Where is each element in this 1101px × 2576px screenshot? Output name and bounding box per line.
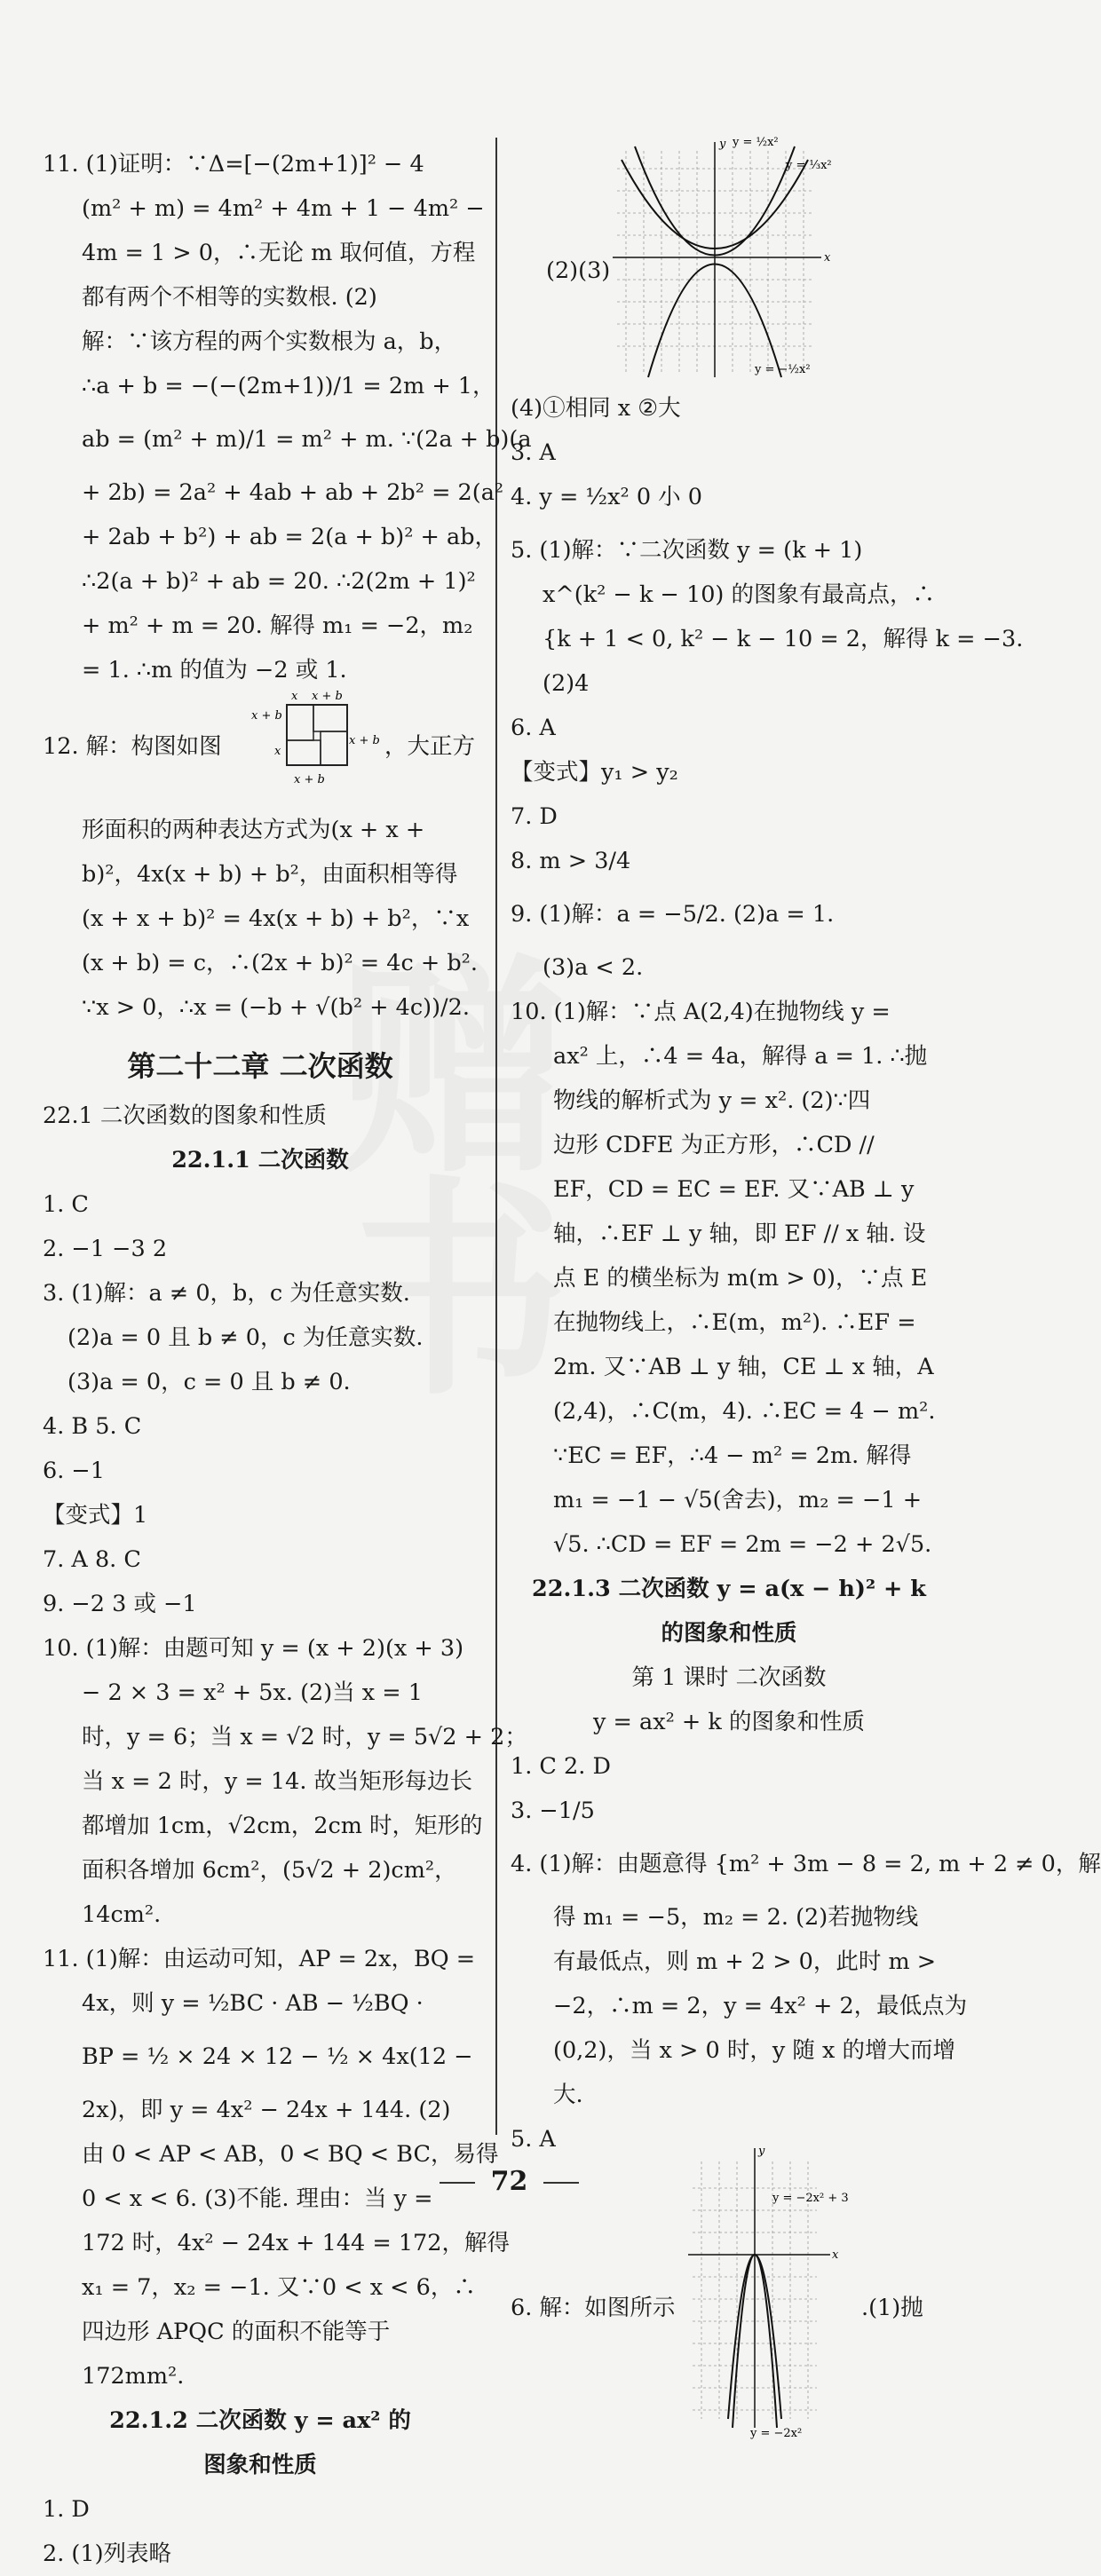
section-heading: 22.1 二次函数的图象和性质: [43, 1102, 327, 1129]
fig-label-top: x + b: [312, 690, 343, 703]
text-line: 四边形 APQC 的面积不能等于: [82, 2319, 391, 2345]
text-line: 1. C 2. D: [511, 1753, 611, 1780]
text-line: ，大正方: [384, 733, 476, 760]
text-line: 大.: [553, 2082, 583, 2108]
text-line: 4m = 1 > 0，∴无论 m 取何值，方程: [82, 240, 476, 266]
fig-label-x: x: [291, 690, 298, 703]
text-line: 11. (1)解：由运动可知，AP = 2x，BQ =: [43, 1946, 476, 1972]
q12-figure-row: [43, 692, 478, 808]
text-line: − 2 × 3 = x² + 5x. (2)当 x = 1: [82, 1679, 423, 1706]
text-line: 2. −1 −3 2: [43, 1236, 168, 1262]
text-line: 2m. 又∵AB ⊥ y 轴，CE ⊥ x 轴，A: [553, 1354, 934, 1380]
text-line: 当 x = 2 时，y = 14. 故当矩形每边长: [82, 1768, 473, 1795]
text-line: (0,2)，当 x > 0 时，y 随 x 的增大而增: [553, 2037, 955, 2064]
text-line: 6. −1: [43, 1458, 106, 1484]
right-column: [511, 136, 1101, 2440]
text-line: 10. (1)解：由题可知 y = (x + 2)(x + 3): [43, 1635, 464, 1662]
text-line: 由 0 < AP < AB，0 < BQ < BC，易得: [82, 2141, 499, 2168]
text-line: 4. y = ½x² 0 小 0: [511, 484, 703, 510]
text-line: 2x)，即 y = 4x² − 24x + 144. (2): [82, 2097, 451, 2123]
text-line: 1. C: [43, 1191, 89, 1218]
y-axis-label: y: [758, 2145, 765, 2158]
text-line: m₁ = −1 − √5(舍去)，m₂ = −1 +: [553, 1487, 923, 1513]
text-line: 得 m₁ = −5，m₂ = 2. (2)若抛物线: [553, 1904, 919, 1931]
text-line: 4. (1)解：由题意得 {m² + 3m − 8 = 2, m + 2 ≠ 0，解: [511, 1851, 1101, 1877]
text-line: 5. (1)解：∵二次函数 y = (k + 1): [511, 537, 863, 564]
text-line: ∴2(a + b)² + ab = 20. ∴2(2m + 1)²: [82, 568, 476, 595]
text-line: + 2b) = 2a² + 4ab + ab + 2b² = 2(a²: [82, 479, 504, 506]
text-line: 时，y = 6；当 x = √2 时，y = 5√2 + 2；: [82, 1724, 527, 1750]
section-heading: 图象和性质: [203, 2452, 317, 2478]
text-line: 7. A 8. C: [43, 1546, 141, 1573]
text-line: 172 时，4x² − 24x + 144 = 172，解得: [82, 2230, 511, 2256]
text-line: 都增加 1cm，√2cm，2cm 时，矩形的: [82, 1813, 483, 1839]
text-line: + m² + m = 20. 解得 m₁ = −2，m₂: [82, 612, 473, 639]
y-axis-label: y: [719, 138, 726, 151]
page-number: 72: [0, 2166, 1018, 2197]
text-line: 3. −1/5: [511, 1798, 595, 1824]
text-line: ab = (m² + m)/1 = m² + m. ∵(2a + b)(a: [82, 426, 532, 453]
label-curve-plus3: y = −2x² + 3: [772, 2192, 849, 2205]
text-line: 0 < x < 6. (3)不能. 理由：当 y =: [82, 2185, 433, 2212]
lesson-heading: y = ax² + k 的图象和性质: [593, 1709, 865, 1735]
text-line: x^(k² − k − 10) 的图象有最高点，∴: [543, 581, 935, 608]
text-line: 面积各增加 6cm²，(5√2 + 2)cm²，: [82, 1857, 457, 1884]
text-line: + 2ab + b²) + ab = 2(a + b)² + ab，: [82, 524, 498, 550]
q6-figure-row: [511, 2145, 947, 2440]
fig-label-left: x + b: [251, 709, 282, 723]
text-line: ∵EC = EF，∴4 − m² = 2m. 解得: [553, 1442, 912, 1469]
text-line: 2. (1)列表略: [43, 2540, 172, 2567]
text-line: 解：∵该方程的两个实数根为 a，b，: [82, 328, 457, 355]
fig-label-right: x + b: [349, 734, 380, 747]
text-line: 12. 解：构图如图: [43, 733, 222, 760]
text-line: {k + 1 < 0, k² − k − 10 = 2，解得 k = −3.: [543, 626, 1024, 652]
q2-figure-row: [511, 136, 947, 386]
text-line: 10. (1)解：∵点 A(2,4)在抛物线 y =: [511, 999, 891, 1025]
text-line: (m² + m) = 4m² + 4m + 1 − 4m² −: [82, 195, 485, 222]
label-y-third: y = ⅓x²: [786, 159, 832, 172]
text-line: .(1)抛: [861, 2295, 923, 2321]
x-axis-label: x: [824, 251, 831, 265]
text-line: 3. (1)解：a ≠ 0，b，c 为任意实数.: [43, 1280, 410, 1307]
text-line: EF，CD = EC = EF. 又∵AB ⊥ y: [553, 1176, 915, 1203]
section-heading: 22.1.3 二次函数 y = a(x − h)² + k: [532, 1576, 926, 1602]
text-line: 1. D: [43, 2496, 90, 2523]
text-line: 形面积的两种表达方式为(x + x +: [82, 817, 425, 843]
left-column: [43, 142, 532, 2576]
parabola-graph-1: [608, 133, 875, 386]
text-line: BP = ½ × 24 × 12 − ½ × 4x(12 −: [82, 2043, 473, 2070]
text-line: ∴a + b = −(−(2m+1))/1 = 2m + 1，: [82, 373, 495, 399]
text-line: ax² 上，∴4 = 4a，解得 a = 1. ∴抛: [553, 1043, 928, 1070]
text-line: = 1. ∴m 的值为 −2 或 1.: [82, 657, 347, 684]
text-line: 4. B 5. C: [43, 1413, 142, 1440]
text-line: 8. m > 3/4: [511, 848, 631, 874]
text-line: (2,4)，∴C(m，4). ∴EC = 4 − m².: [553, 1398, 936, 1425]
text-line: 14cm².: [82, 1901, 162, 1928]
text-line: 点 E 的横坐标为 m(m > 0)，∵点 E: [553, 1265, 928, 1292]
text-line: √5. ∴CD = EF = 2m = −2 + 2√5.: [553, 1531, 932, 1558]
fig-label-x2: x: [274, 745, 281, 758]
text-line: 都有两个不相等的实数根. (2): [82, 284, 377, 311]
text-line: 【变式】1: [43, 1502, 148, 1529]
text-line: 9. −2 3 或 −1: [43, 1591, 197, 1617]
text-line: 6. A: [511, 715, 556, 741]
text-line: (x + b) = c，∴(2x + b)² = 4c + b².: [82, 950, 478, 976]
section-heading: 22.1.2 二次函数 y = ax² 的: [109, 2407, 411, 2434]
text-line: (x + x + b)² = 4x(x + b) + b²，∵x: [82, 905, 470, 932]
text-line: 5. A: [511, 2126, 556, 2153]
text-line: (3)a = 0，c = 0 且 b ≠ 0.: [67, 1369, 351, 1395]
text-line: 物线的解析式为 y = x². (2)∵四: [553, 1087, 871, 1114]
text-line: (2)(3): [546, 257, 611, 284]
text-line: (2)a = 0 且 b ≠ 0，c 为任意实数.: [67, 1324, 424, 1351]
label-curve: y = −2x²: [750, 2427, 803, 2440]
section-heading: 22.1.1 二次函数: [171, 1147, 349, 1173]
square-composition-figure: [251, 685, 380, 801]
text-line: 有最低点，则 m + 2 > 0，此时 m >: [553, 1948, 937, 1975]
text-line: 7. D: [511, 803, 558, 830]
label-y-neg-half: y = −½x²: [755, 363, 811, 376]
text-line: ∵x > 0，∴x = (−b + √(b² + 4c))/2.: [82, 994, 470, 1021]
x-axis-label: x: [832, 2248, 839, 2262]
text-line: b)²，4x(x + b) + b²，由面积相等得: [82, 861, 458, 888]
fig-label-bottom: x + b: [294, 773, 325, 786]
text-line: 9. (1)解：a = −5/2. (2)a = 1.: [511, 901, 835, 928]
text-line: 边形 CDFE 为正方形，∴CD //: [553, 1132, 875, 1158]
text-line: 在抛物线上，∴E(m，m²). ∴EF =: [553, 1309, 916, 1336]
text-line: 6. 解：如图所示: [511, 2295, 676, 2321]
lesson-heading: 第 1 课时 二次函数: [631, 1664, 827, 1691]
text-line: 轴，∴EF ⊥ y 轴，即 EF // x 轴. 设: [553, 1221, 926, 1247]
label-y-half: y = ½x²: [733, 136, 779, 149]
text-line: (2)4: [543, 670, 590, 697]
text-line: 3. A: [511, 439, 556, 466]
text-line: 4x，则 y = ½BC · AB − ½BQ ·: [82, 1990, 424, 2017]
text-line: −2，∴m = 2，y = 4x² + 2，最低点为: [553, 1993, 968, 2019]
text-line: 11. (1)证明：∵Δ=[−(2m+1)]² − 4: [43, 151, 424, 178]
text-line: 【变式】y₁ > y₂: [511, 759, 678, 786]
text-line: 172mm².: [82, 2363, 185, 2390]
text-line: (3)a < 2.: [543, 954, 644, 981]
chapter-title: 第二十二章 二次函数: [127, 1049, 393, 1083]
text-line: (4)①相同 x ②大: [511, 395, 681, 422]
section-heading: 的图象和性质: [661, 1620, 797, 1647]
text-line: x₁ = 7，x₂ = −1. 又∵0 < x < 6，∴: [82, 2274, 476, 2301]
